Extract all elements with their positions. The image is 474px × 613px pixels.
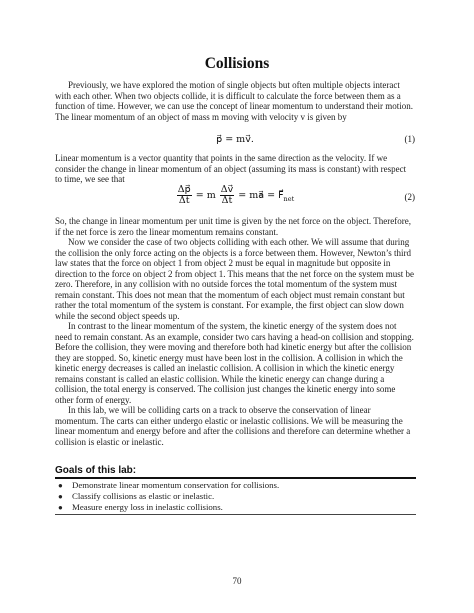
equation-2-fraction-right — [220, 185, 234, 206]
bullet-icon: ● — [58, 492, 63, 501]
goals-list — [55, 480, 416, 513]
goal-item-text: Demonstrate linear momentum conservation for collisions. — [72, 480, 280, 490]
goal-item — [55, 502, 416, 513]
equation-2-expression — [55, 185, 415, 206]
bullet-icon: ● — [58, 481, 63, 490]
goals-top-rule — [55, 477, 416, 479]
goal-item — [55, 491, 416, 502]
goal-item — [55, 480, 416, 491]
equation-2 — [55, 185, 415, 209]
equation-2-subscript: net — [283, 194, 295, 203]
equation-1-number: (1) — [404, 134, 415, 144]
contrast-paragraph: In contrast to the linear momentum of the system, the kinetic energy of the system does not need to remain constant. As an example, consider two cars having a head-on collision and stopping. Before the collision, they were moving and therefore both had kinetic energy but after the collision they are stopped. So, kinetic energy must have been lost in the collision. A collision in which the kinetic energy decreases is called an inelastic collision. A collision in which the kinetic energy remains constant is called an elastic collision. While the kinetic energy can change during a collision, the total energy is conserved. The collision just changes the kinetic energy into some other form of energy. — [55, 321, 414, 405]
bullet-icon: ● — [58, 503, 63, 512]
lab-paragraph: In this lab, we will be colliding carts on a track to observe the conservation of linear momentum. The carts can either undergo elastic or inelastic collisions. We will be measuring the linear momentum and energy before and after the collisions and therefore can determine whether a collision is elastic or inelastic. — [55, 405, 411, 447]
equation-1-expression: p⃗ = mv⃗. — [216, 134, 254, 145]
goals-bottom-rule — [55, 514, 416, 515]
equation-2-numerator-left: Δp⃗ — [177, 184, 191, 195]
equation-2-rest: = ma⃗ = F⃗ — [238, 190, 284, 201]
equation-2-denominator-left: Δt — [178, 195, 190, 206]
goal-item-text: Measure energy loss in inelastic collisions. — [72, 502, 223, 512]
so-paragraph: So, the change in linear momentum per unit time is given by the net force on the object. Therefore, if the net force is zero the linear momentum remains constant. — [55, 216, 411, 237]
page-number: 70 — [232, 576, 242, 586]
goal-item-text: Classify collisions as elastic or inelastic. — [72, 491, 215, 501]
equation-2-equals-m: = m — [195, 190, 216, 201]
equation-2-denominator-right: Δt — [221, 195, 233, 206]
equation-1 — [55, 134, 415, 146]
vector-paragraph: Linear momentum is a vector quantity that points in the same direction as the velocity. If we consider the change in linear momentum of an object (assuming its mass is constant) with respect to time, we see that — [55, 153, 407, 184]
equation-2-number: (2) — [404, 192, 415, 202]
now-paragraph: Now we consider the case of two objects colliding with each other. We will assume that during the collision the only force acting on the objects is a force between them. However, Newton’s third law states that the force on object 1 from object 2 must be equal in magnitude but opposite in direction to the force on object 2 from object 1. This means that the net force on the system must be zero. Therefore, in any collision with no outside forces the total momentum of the system must remain constant. This does not mean that the momentum of each object must remain constant but rather the total momentum of the system is constant. For example, the first object can slow down while the second object speeds up. — [55, 237, 414, 321]
equation-2-fraction-left — [177, 185, 192, 206]
page-title: Collisions — [204, 55, 270, 72]
goals-heading: Goals of this lab: — [55, 465, 137, 476]
intro-paragraph: Previously, we have explored the motion of single objects but often multiple objects interact with each other. When two objects collide, it is difficult to calculate the force between them as a function of time. However, we can use the concept of linear momentum to understand their motion. The linear momentum of an object of mass m moving with velocity v is given by — [55, 80, 414, 122]
equation-2-numerator-right: Δv⃗ — [220, 184, 234, 195]
